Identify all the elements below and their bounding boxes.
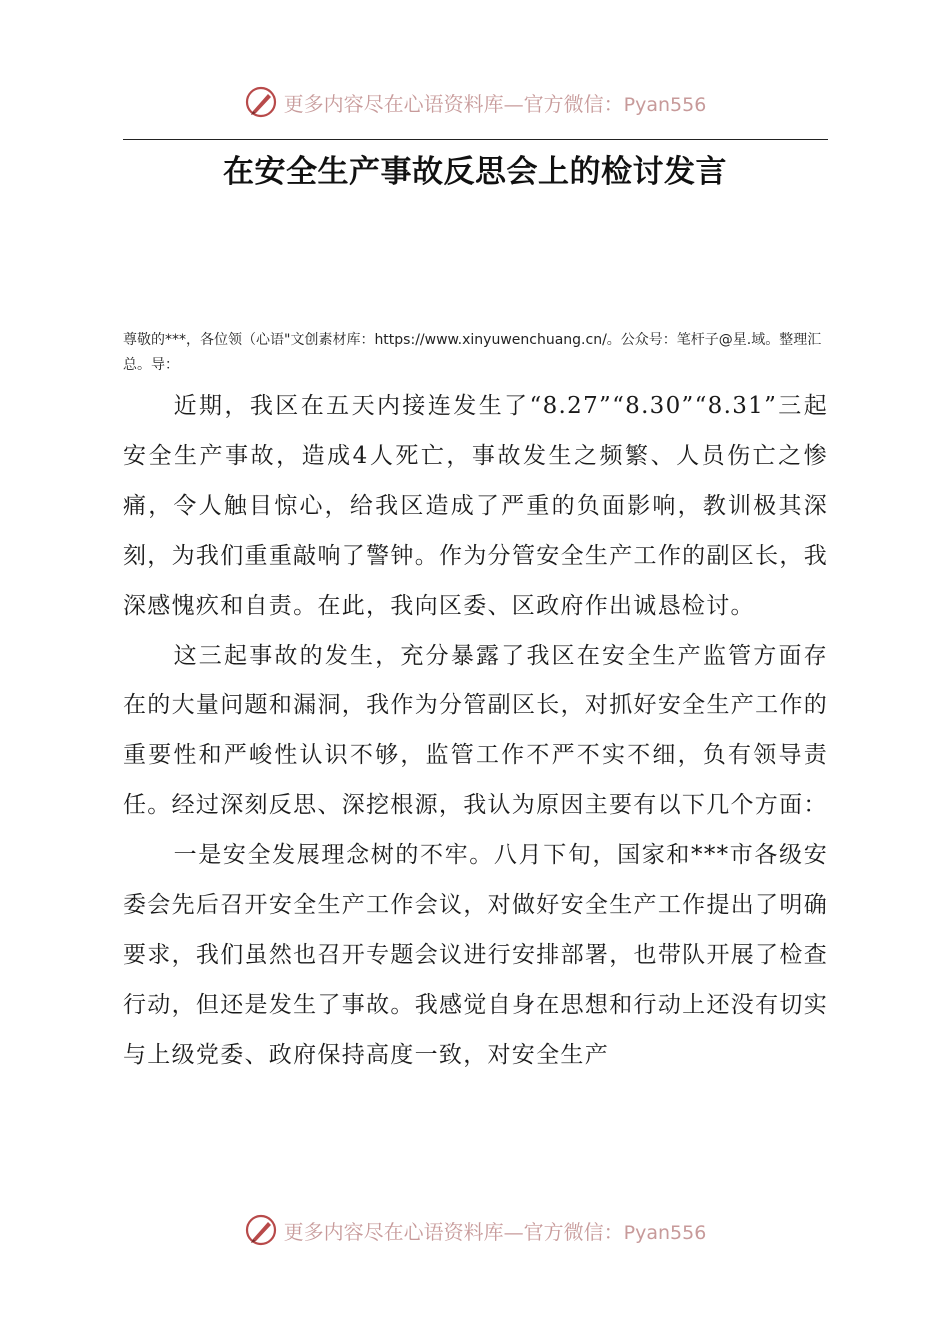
pen-logo-icon (244, 85, 278, 119)
banner-handle: Pyan556 (623, 93, 707, 116)
header-banner (0, 80, 950, 124)
pen-logo-icon (244, 1213, 278, 1247)
footer-banner (0, 1208, 950, 1252)
banner-text: 更多内容尽在心语资料库—官方微信：Pyan556 (283, 91, 707, 116)
paragraph-3: 一是安全发展理念树的不牢。八月下旬，国家和***市各级安委会先后召开安全生产工作会议，对做好安全生产工作提出了明确要求，我们虽然也召开专题会议进行安排部署，也带队开展了检查行动，但还是发生了事故。我感觉自身在思想和行动上还没有切实与上级党委、政府保持高度一致，对安全生产 (123, 842, 828, 1068)
document-body (123, 382, 828, 1081)
greeting-line: 尊敬的***，各位领（心语"文创素材库：https://www.xinyuwenchuang.cn/。公众号：笔杆子@星.域。整理汇总。导： (123, 332, 822, 373)
document-title: 在安全生产事故反思会上的检讨发言 (223, 154, 727, 190)
paragraph-2: 这三起事故的发生，充分暴露了我区在安全生产监管方面存在的大量问题和漏洞，我作为分管副区长，对抓好安全生产工作的重要性和严峻性认识不够，监管工作不严不实不细，负有领导责任。经过深刻反思、深挖根源，我认为原因主要有以下几个方面： (123, 642, 828, 819)
banner-handle: Pyan556 (623, 1221, 707, 1244)
header-divider (123, 139, 828, 140)
banner-text: 更多内容尽在心语资料库—官方微信：Pyan556 (283, 1219, 707, 1244)
paragraph-1: 近期，我区在五天内接连发生了“8.27”“8.30”“8.31”三起安全生产事故，造成4人死亡，事故发生之频繁、人员伤亡之惨痛，令人触目惊心，给我区造成了严重的负面影响，教训极其深刻，为我们重重敲响了警钟。作为分管安全生产工作的副区长，我深感愧疚和自责。在此，我向区委、区政府作出诚恳检讨。 (123, 393, 828, 619)
